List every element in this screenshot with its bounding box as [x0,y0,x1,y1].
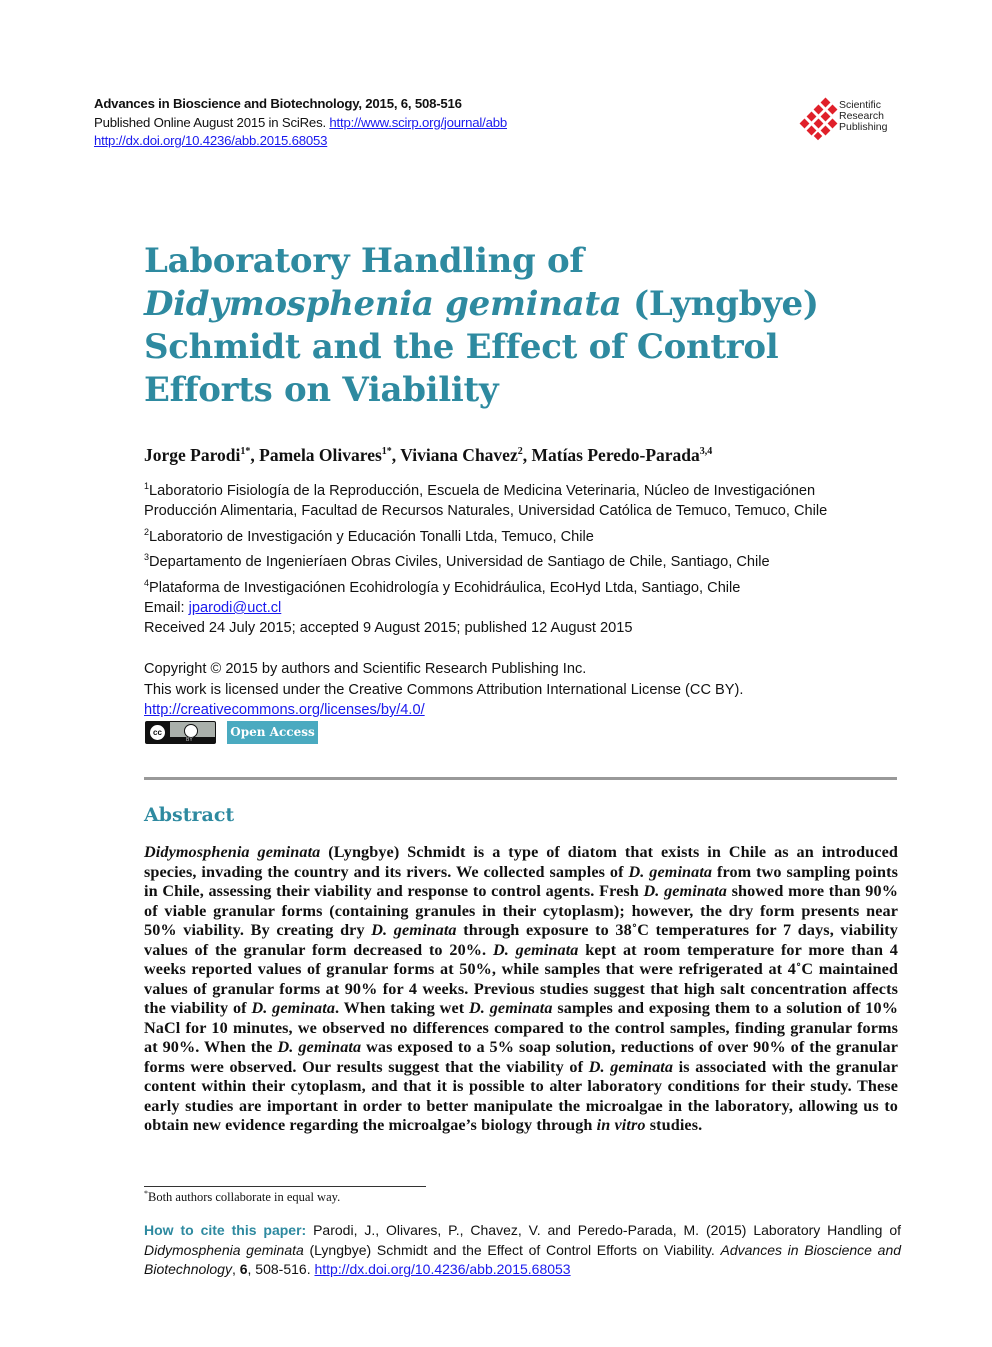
email-link[interactable]: jparodi@uct.cl [188,599,282,616]
paper-title [144,240,844,412]
footnote: *Both authors collaborate in equal way. [144,1189,341,1205]
person-icon [184,724,198,738]
abstract-segment: (Lyngbye) Schmidt is a type of diatom that exists in Chile as an introduced species, invading the country and its rivers. We collected samples of [144,843,898,881]
citation-pages: , 508-516. [247,1261,311,1277]
author-list: Jorge Parodi$^{1*}$, Pamela Olivares$^{1*}$, Viviana Chavez$^2$, Matías Peredo-Parada$^{3,4}$ [144,445,713,465]
email: Email: jparodi@uct.cl [144,599,282,616]
journal-citation: Advances in Bioscience and Biotechnology, 2015, 6, 508-516 [94,96,462,111]
author: Matías Peredo-Parada$^{3,4}$ [531,445,713,465]
cc-by-badge[interactable] [145,721,216,744]
affiliation: $^2$Laboratorio de Investigación y Educación Tonalli Ltda, Temuco, Chile [144,526,594,545]
title-species: Didymosphenia geminata [144,284,622,324]
title-line: Efforts on Viability [144,370,499,410]
author: Jorge Parodi$^{1*}$ [144,445,251,465]
citation-label: How to cite this paper: [144,1222,307,1238]
journal-header [94,95,507,151]
publication-dates: Received 24 July 2015; accepted 9 August 2015; published 12 August 2015 [144,620,633,636]
abstract-segment: from two sampling points in Chile, assessing their viability and response to control agents. Fresh [144,862,898,900]
abstract-italic-term: in vitro [596,1116,646,1134]
citation-species: Didymosphenia geminata [144,1241,304,1258]
copyright-line: Copyright © 2015 by authors and Scientific Research Publishing Inc. [144,661,587,677]
affiliation: $^4$Plataforma de Investigaciónen Ecohidrología y Ecohidráulica, EcoHyd Ltda, Santiago, Chile [144,577,741,596]
title-line: Laboratory Handling of [144,241,584,281]
affiliation: $^1$Laboratorio Fisiología de la Reproducción, Escuela de Medicina Veterinaria, Núcleo de Investigaciónen Producción Alimentaria, Facultad de Recursos Naturales, Universidad Católica de Temuco, Temuco, Chile [144,481,828,520]
abstract-segment: was exposed to a 5% soap solution, reductions of over 90% of the granular forms were observed. Our results suggest that the viability of [144,1038,898,1076]
diamond-cluster-icon [798,97,840,141]
license-link[interactable]: http://creativecommons.org/licenses/by/4.0/ [144,702,425,718]
citation: How to cite this paper: Parodi, J., Olivares, P., Chavez, V. and Peredo-Parada, M. (2015) Laboratory Handling of Didymosphenia geminata (Lyngbye) Schmidt and the Effect of Control Efforts on Viability. Advances in Bioscience and Biotechnology, 6, 508-516. http://dx.doi.org/10.4236/abb.2015.68053 [144,1222,902,1277]
by-label: BY [170,737,215,743]
affiliations [144,476,864,618]
abstract-segment: is associated with the granular content within their cytoplasm, and that it is possible to alter laboratory conditions for their study. These early studies are important in order to better manipulate the microalgae in the laboratory, allowing us to obtain new evidence regarding the microalgae’s biology through [144,1057,898,1134]
divider [144,777,897,780]
abstract-segment: kept at room temperature for more than 4 weeks reported values of granular forms at 50%, while samples that were refrigerated at 4˚C maintained values of granular forms at 90% for 4 weeks. Previous studies suggest that high salt concentration affects the viability of [144,940,898,1017]
open-access-badge[interactable]: Open Access [227,721,318,744]
abstract-italic-term: D. geminata [492,940,579,959]
affiliation: $^3$Departamento de Ingenieríaen Obras Civiles, Universidad de Santiago de Chile, Santiago, Chile [144,552,770,571]
footnote-divider [144,1186,426,1187]
citation-authors: Parodi, J., Olivares, P., Chavez, V. and Peredo-Parada, M. (2015) Laboratory Handling of [313,1222,902,1238]
title-line: Schmidt and the Effect of Control [144,327,779,367]
abstract-segment: showed more than 90% of viable granular forms (containing granules in their cytoplasm); however, the dry form presents near 50% viability. By creating dry [144,882,898,939]
abstract-italic-term: D. geminata [251,999,336,1017]
copyright [144,659,743,721]
abstract-italic-term: D. geminata [628,862,713,881]
published-online: Published Online August 2015 in SciRes. [94,114,326,130]
cc-icon: cc [149,724,166,741]
citation-volume: 6 [239,1261,248,1277]
abstract-italic-term: D. geminata [588,1057,674,1076]
abstract-italic-term: D. geminata [643,882,727,900]
journal-link[interactable]: http://www.scirp.org/journal/abb [329,114,507,130]
license-line: This work is licensed under the Creative Commons Attribution International License (CC BY). [144,681,744,698]
abstract-italic-term: Didymosphenia geminata [144,843,321,861]
citation-title: (Lyngbye) Schmidt and the Effect of Control Efforts on Viability. [309,1241,715,1258]
logo-line: Publishing [839,121,888,133]
abstract-heading: Abstract [144,804,235,826]
abstract-italic-term: D. geminata [469,999,553,1017]
abstract-italic-term: D. geminata [277,1038,362,1056]
citation-journal: Advances in Bioscience and Biotechnology [144,1241,902,1277]
logo-line: Research [839,110,884,122]
author: Pamela Olivares$^{1*}$ [259,445,392,465]
author: Viviana Chavez$^2$ [400,445,523,465]
logo-line: Scientific [839,99,882,111]
abstract-segment: through exposure to 38˚C temperatures for 7 days, viability values of the granular form decreased to 20%. [144,921,898,959]
doi-link[interactable]: http://dx.doi.org/10.4236/abb.2015.68053 [94,133,328,148]
abstract-italic-term: D. geminata [371,921,457,939]
title-line: (Lyngbye) [633,284,819,324]
abstract-segment: studies. [645,1116,703,1134]
abstract-text [144,843,898,1136]
abstract-segment: . When taking wet [335,999,470,1017]
publisher-logo [798,97,908,141]
abstract-segment: samples and exposing them to a solution of 10% NaCl for 10 minutes, we observed no differences compared to the control samples, finding granular forms at 90%. When the [144,999,898,1056]
citation-doi-link[interactable]: http://dx.doi.org/10.4236/abb.2015.68053 [314,1261,571,1277]
